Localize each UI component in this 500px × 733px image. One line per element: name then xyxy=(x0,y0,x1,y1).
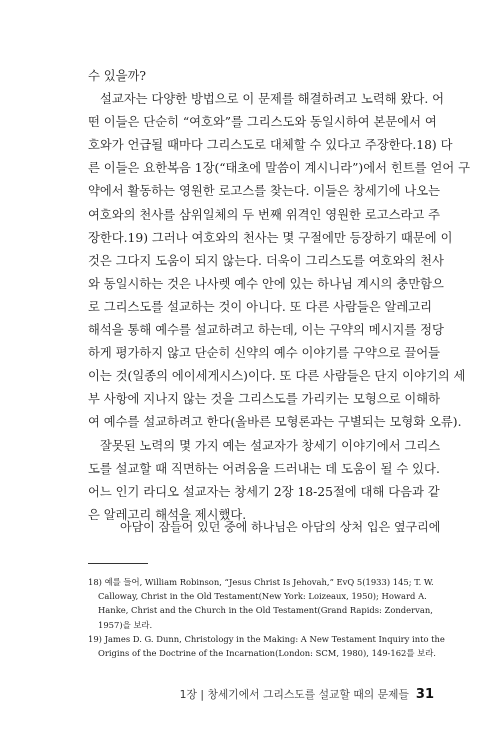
text-line: 약에서 활동하는 영원한 로고스를 찾는다. 이들은 창세기에 나오는 xyxy=(88,184,440,199)
text-line: 하게 평가하지 않고 단순히 신약의 예수 이야기를 구약으로 끌어들 xyxy=(88,346,440,361)
running-head: 1장 | 창세기에서 그리스도를 설교할 때의 문제들 xyxy=(179,687,409,701)
text-line: 수 있을까? xyxy=(88,69,147,83)
text-line: 호와가 언급될 때마다 그리스도로 대체할 수 있다고 주장한다.18) 다 xyxy=(88,138,453,153)
text-line: 설교자는 다양한 방법으로 이 문제를 해결하려고 노력해 왔다. 어 xyxy=(100,92,445,107)
footnote-19-line: Origins of the Doctrine of the Incarnation(London: SCM, 1980), 149-162를 보라. xyxy=(98,647,436,658)
text-line: 부 사항에 지나지 않는 것을 그리스도를 가리키는 모형으로 이해하 xyxy=(88,392,440,407)
text-line: 도를 설교할 때 직면하는 어려움을 드러내는 데 도움이 될 수 있다. xyxy=(88,461,440,476)
text-line: 여 예수를 설교하려고 한다(올바른 모형론과는 구별되는 모형화 오류). xyxy=(88,415,462,430)
page-footer xyxy=(180,684,434,704)
text-line: 잘못된 노력의 몇 가지 예는 설교자가 창세기 이야기에서 그리스 xyxy=(100,438,441,453)
footnote-18-line: 1957)을 보라. xyxy=(98,619,153,630)
block-quote: 아담이 잠들어 있던 중에 하나님은 아담의 상처 입은 옆구리에 xyxy=(120,520,441,534)
footnote-18: 18) 예를 들어, William Robinson, “Jesus Christ Is Jehovah,” EvQ 5(1933) 145; T. W. xyxy=(88,577,434,587)
footnote-divider xyxy=(88,563,148,564)
footnotes xyxy=(88,575,445,660)
text-line: 해석을 통해 예수를 설교하려고 하는데, 이는 구약의 메시지를 정당 xyxy=(88,323,444,338)
text-line: 이는 것(일종의 에이세게시스)이다. 또 다른 사람들은 단지 이야기의 세 xyxy=(88,369,466,384)
page-number: 31 xyxy=(415,686,434,702)
text-line: 은 알레고리 해석을 제시했다. xyxy=(88,507,247,522)
footnote-19: 19) James D. G. Dunn, Christology in the Making: A New Testament Inquiry into the xyxy=(88,633,445,644)
text-line: 어느 인기 라디오 설교자는 창세기 2장 18-25절에 대해 다음과 같 xyxy=(88,484,440,499)
text-line: 와 동일시하는 것은 나사렛 예수 안에 있는 하나님 계시의 충만함으 xyxy=(88,276,444,291)
text-line: 것은 그다지 도움이 되지 않는다. 더욱이 그리스도를 여호와의 천사 xyxy=(88,253,444,268)
footnote-18-line: Hanke, Christ and the Church in the Old Testament(Grand Rapids: Zondervan, xyxy=(98,605,433,616)
text-line: 여호와의 천사를 삼위일체의 두 번째 위격인 영원한 로고스라고 주 xyxy=(88,207,440,222)
text-line: 로 그리스도를 설교하는 것이 아니다. 또 다른 사람들은 알레고리 xyxy=(88,299,433,314)
text-line: 떤 이들은 단순히 “여호와”를 그리스도와 동일시하여 본문에서 여 xyxy=(88,115,437,130)
text-line: 장한다.19) 그러나 여호와의 천사는 몇 구절에만 등장하기 때문에 이 xyxy=(88,230,453,245)
text-line: 른 이들은 요한복음 1장(“태초에 말씀이 계시니라”)에서 힌트를 얻어 구 xyxy=(88,161,470,176)
footnote-18-line: Calloway, Christ in the Old Testament(New York: Loizeaux, 1950); Howard A. xyxy=(98,591,427,602)
